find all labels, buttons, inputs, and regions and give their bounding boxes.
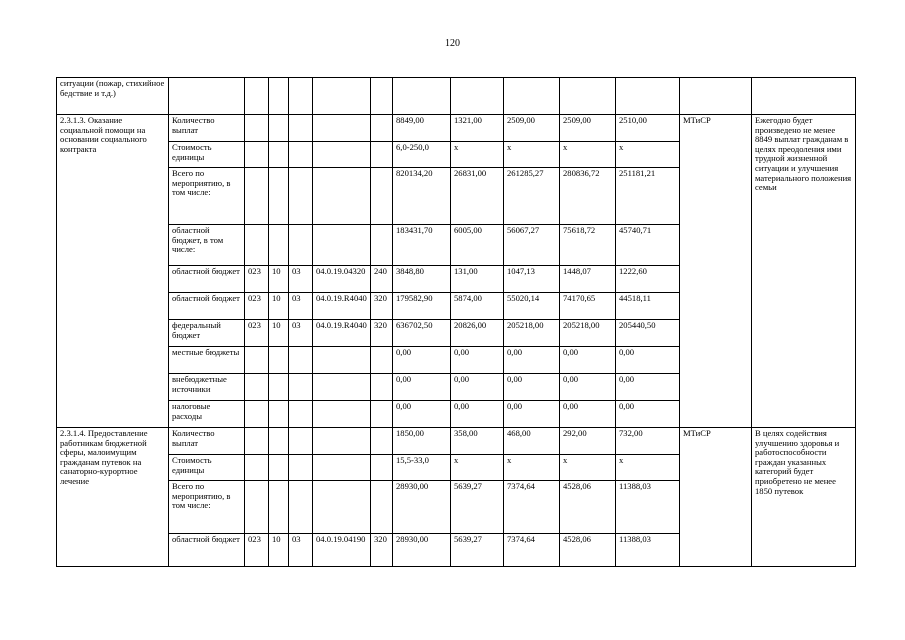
empty-cell bbox=[752, 78, 856, 115]
pr-cell bbox=[289, 142, 313, 168]
grbs-cell bbox=[245, 115, 269, 142]
year3-cell: 4528,06 bbox=[560, 481, 616, 534]
csr-code-cell bbox=[313, 347, 371, 374]
year3-cell: 205218,00 bbox=[560, 320, 616, 347]
empty-cell bbox=[169, 78, 245, 115]
total-cell: 179582,90 bbox=[393, 293, 451, 320]
grbs-cell bbox=[245, 374, 269, 401]
rz-cell bbox=[269, 115, 289, 142]
csr-code-cell bbox=[313, 455, 371, 481]
vr-cell: 320 bbox=[371, 534, 393, 567]
year1-cell: 131,00 bbox=[451, 266, 504, 293]
csr-code-cell: 04.0.19.04320 bbox=[313, 266, 371, 293]
csr-code-cell: 04.0.19.04190 bbox=[313, 534, 371, 567]
indicator-cell: Стоимость единицы bbox=[169, 142, 245, 168]
year4-cell: 45740,71 bbox=[616, 225, 680, 266]
total-cell: 6,0-250,0 bbox=[393, 142, 451, 168]
grbs-cell bbox=[245, 455, 269, 481]
executor-cell: МТиСР bbox=[680, 428, 752, 567]
year1-cell: 5639,27 bbox=[451, 534, 504, 567]
year1-cell: 6005,00 bbox=[451, 225, 504, 266]
year1-cell: 0,00 bbox=[451, 401, 504, 428]
year2-cell: 205218,00 bbox=[504, 320, 560, 347]
pr-cell bbox=[289, 115, 313, 142]
year1-cell: 5639,27 bbox=[451, 481, 504, 534]
empty-cell bbox=[451, 78, 504, 115]
total-cell: 8849,00 bbox=[393, 115, 451, 142]
grbs-cell bbox=[245, 428, 269, 455]
year4-cell: 0,00 bbox=[616, 401, 680, 428]
pr-cell bbox=[289, 481, 313, 534]
year3-cell: х bbox=[560, 455, 616, 481]
total-cell: 0,00 bbox=[393, 347, 451, 374]
year3-cell: 74170,65 bbox=[560, 293, 616, 320]
year3-cell: 280836,72 bbox=[560, 168, 616, 225]
year3-cell: 75618,72 bbox=[560, 225, 616, 266]
year3-cell: 0,00 bbox=[560, 401, 616, 428]
rz-cell bbox=[269, 225, 289, 266]
rz-cell bbox=[269, 481, 289, 534]
table-row bbox=[57, 428, 856, 455]
year2-cell: 468,00 bbox=[504, 428, 560, 455]
total-cell: 0,00 bbox=[393, 374, 451, 401]
year3-cell: 4528,06 bbox=[560, 534, 616, 567]
grbs-cell bbox=[245, 347, 269, 374]
rz-cell bbox=[269, 168, 289, 225]
year2-cell: 56067,27 bbox=[504, 225, 560, 266]
pr-cell bbox=[289, 347, 313, 374]
measure-name-cell: ситуации (пожар, стихийное бедствие и т.д.) bbox=[57, 78, 169, 115]
page-number: 120 bbox=[445, 38, 460, 49]
year2-cell: 261285,27 bbox=[504, 168, 560, 225]
year2-cell: 0,00 bbox=[504, 401, 560, 428]
year2-cell: 7374,64 bbox=[504, 534, 560, 567]
grbs-cell bbox=[245, 481, 269, 534]
year2-cell: 7374,64 bbox=[504, 481, 560, 534]
year4-cell: 205440,50 bbox=[616, 320, 680, 347]
year4-cell: х bbox=[616, 455, 680, 481]
year2-cell: 2509,00 bbox=[504, 115, 560, 142]
csr-code-cell bbox=[313, 481, 371, 534]
total-cell: 3848,80 bbox=[393, 266, 451, 293]
indicator-cell: Количество выплат bbox=[169, 115, 245, 142]
total-cell: 28930,00 bbox=[393, 534, 451, 567]
indicator-cell: местные бюджеты bbox=[169, 347, 245, 374]
vr-cell: 240 bbox=[371, 266, 393, 293]
indicator-cell: областной бюджет, в том числе: bbox=[169, 225, 245, 266]
pr-cell bbox=[289, 168, 313, 225]
pr-cell bbox=[289, 428, 313, 455]
year2-cell: 0,00 bbox=[504, 374, 560, 401]
vr-cell bbox=[371, 428, 393, 455]
year2-cell: х bbox=[504, 455, 560, 481]
csr-code-cell: 04.0.19.R4040 bbox=[313, 293, 371, 320]
year4-cell: 11388,03 bbox=[616, 534, 680, 567]
empty-cell bbox=[560, 78, 616, 115]
year4-cell: 0,00 bbox=[616, 374, 680, 401]
empty-cell bbox=[393, 78, 451, 115]
csr-code-cell bbox=[313, 225, 371, 266]
rz-cell bbox=[269, 428, 289, 455]
measure-name-cell: 2.3.1.3. Оказание социальной помощи на основании социального контракта bbox=[57, 115, 169, 428]
grbs-cell: 023 bbox=[245, 293, 269, 320]
empty-cell bbox=[245, 78, 269, 115]
year1-cell: 0,00 bbox=[451, 374, 504, 401]
year4-cell: х bbox=[616, 142, 680, 168]
budget-table-body bbox=[57, 78, 856, 567]
empty-cell bbox=[504, 78, 560, 115]
rz-cell bbox=[269, 455, 289, 481]
pr-cell bbox=[289, 401, 313, 428]
year4-cell: 1222,60 bbox=[616, 266, 680, 293]
indicator-cell: областной бюджет bbox=[169, 266, 245, 293]
total-cell: 636702,50 bbox=[393, 320, 451, 347]
pr-cell: 03 bbox=[289, 293, 313, 320]
executor-cell: МТиСР bbox=[680, 115, 752, 428]
year4-cell: 0,00 bbox=[616, 347, 680, 374]
csr-code-cell bbox=[313, 168, 371, 225]
year3-cell: 0,00 bbox=[560, 347, 616, 374]
total-cell: 183431,70 bbox=[393, 225, 451, 266]
rz-cell bbox=[269, 347, 289, 374]
csr-code-cell bbox=[313, 374, 371, 401]
year1-cell: 26831,00 bbox=[451, 168, 504, 225]
indicator-cell: Стоимость единицы bbox=[169, 455, 245, 481]
grbs-cell bbox=[245, 168, 269, 225]
rz-cell: 10 bbox=[269, 320, 289, 347]
total-cell: 15,5-33,0 bbox=[393, 455, 451, 481]
year2-cell: 0,00 bbox=[504, 347, 560, 374]
rz-cell bbox=[269, 142, 289, 168]
total-cell: 28930,00 bbox=[393, 481, 451, 534]
rz-cell: 10 bbox=[269, 534, 289, 567]
year1-cell: 5874,00 bbox=[451, 293, 504, 320]
grbs-cell bbox=[245, 225, 269, 266]
grbs-cell: 023 bbox=[245, 320, 269, 347]
pr-cell bbox=[289, 455, 313, 481]
total-cell: 0,00 bbox=[393, 401, 451, 428]
expected-result-cell: В целях содействия улучшению здоровья и работоспособности граждан указанных категорий будет приобретено не менее 1850 путевок bbox=[752, 428, 856, 567]
indicator-cell: Всего по мероприятию, в том числе: bbox=[169, 168, 245, 225]
budget-table bbox=[56, 77, 856, 567]
vr-cell bbox=[371, 374, 393, 401]
vr-cell: 320 bbox=[371, 293, 393, 320]
year4-cell: 11388,03 bbox=[616, 481, 680, 534]
year1-cell: 0,00 bbox=[451, 347, 504, 374]
grbs-cell bbox=[245, 142, 269, 168]
csr-code-cell bbox=[313, 142, 371, 168]
vr-cell bbox=[371, 225, 393, 266]
empty-cell bbox=[371, 78, 393, 115]
indicator-cell: внебюджетные источники bbox=[169, 374, 245, 401]
total-cell: 1850,00 bbox=[393, 428, 451, 455]
grbs-cell bbox=[245, 401, 269, 428]
pr-cell: 03 bbox=[289, 266, 313, 293]
empty-cell bbox=[313, 78, 371, 115]
pr-cell: 03 bbox=[289, 320, 313, 347]
indicator-cell: областной бюджет bbox=[169, 534, 245, 567]
vr-cell bbox=[371, 115, 393, 142]
empty-cell bbox=[616, 78, 680, 115]
vr-cell bbox=[371, 481, 393, 534]
vr-cell bbox=[371, 401, 393, 428]
year1-cell: 358,00 bbox=[451, 428, 504, 455]
grbs-cell: 023 bbox=[245, 534, 269, 567]
indicator-cell: Всего по мероприятию, в том числе: bbox=[169, 481, 245, 534]
indicator-cell: налоговые расходы bbox=[169, 401, 245, 428]
year3-cell: 2509,00 bbox=[560, 115, 616, 142]
vr-cell bbox=[371, 142, 393, 168]
year3-cell: 1448,07 bbox=[560, 266, 616, 293]
table-row bbox=[57, 78, 856, 115]
rz-cell bbox=[269, 374, 289, 401]
empty-cell bbox=[680, 78, 752, 115]
year4-cell: 44518,11 bbox=[616, 293, 680, 320]
vr-cell bbox=[371, 455, 393, 481]
year1-cell: х bbox=[451, 142, 504, 168]
indicator-cell: Количество выплат bbox=[169, 428, 245, 455]
csr-code-cell: 04.0.19.R4040 bbox=[313, 320, 371, 347]
vr-cell bbox=[371, 168, 393, 225]
table-row bbox=[57, 115, 856, 142]
empty-cell bbox=[289, 78, 313, 115]
rz-cell: 10 bbox=[269, 266, 289, 293]
measure-name-cell: 2.3.1.4. Предоставление работникам бюджетной сферы, малоимущим гражданам путевок на санаторно-курортное лечение bbox=[57, 428, 169, 567]
grbs-cell: 023 bbox=[245, 266, 269, 293]
year3-cell: х bbox=[560, 142, 616, 168]
empty-cell bbox=[269, 78, 289, 115]
year2-cell: х bbox=[504, 142, 560, 168]
vr-cell: 320 bbox=[371, 320, 393, 347]
csr-code-cell bbox=[313, 401, 371, 428]
indicator-cell: федеральный бюджет bbox=[169, 320, 245, 347]
total-cell: 820134,20 bbox=[393, 168, 451, 225]
csr-code-cell bbox=[313, 115, 371, 142]
year4-cell: 251181,21 bbox=[616, 168, 680, 225]
year4-cell: 2510,00 bbox=[616, 115, 680, 142]
expected-result-cell: Ежегодно будет произведено не менее 8849 выплат гражданам в целях преодоления ими трудной жизненной ситуации и улучшения материального положения семьи bbox=[752, 115, 856, 428]
pr-cell bbox=[289, 374, 313, 401]
year2-cell: 55020,14 bbox=[504, 293, 560, 320]
year4-cell: 732,00 bbox=[616, 428, 680, 455]
pr-cell bbox=[289, 225, 313, 266]
csr-code-cell bbox=[313, 428, 371, 455]
rz-cell: 10 bbox=[269, 293, 289, 320]
indicator-cell: областной бюджет bbox=[169, 293, 245, 320]
vr-cell bbox=[371, 347, 393, 374]
rz-cell bbox=[269, 401, 289, 428]
year2-cell: 1047,13 bbox=[504, 266, 560, 293]
year3-cell: 292,00 bbox=[560, 428, 616, 455]
year1-cell: 1321,00 bbox=[451, 115, 504, 142]
year1-cell: 20826,00 bbox=[451, 320, 504, 347]
pr-cell: 03 bbox=[289, 534, 313, 567]
year1-cell: х bbox=[451, 455, 504, 481]
year3-cell: 0,00 bbox=[560, 374, 616, 401]
